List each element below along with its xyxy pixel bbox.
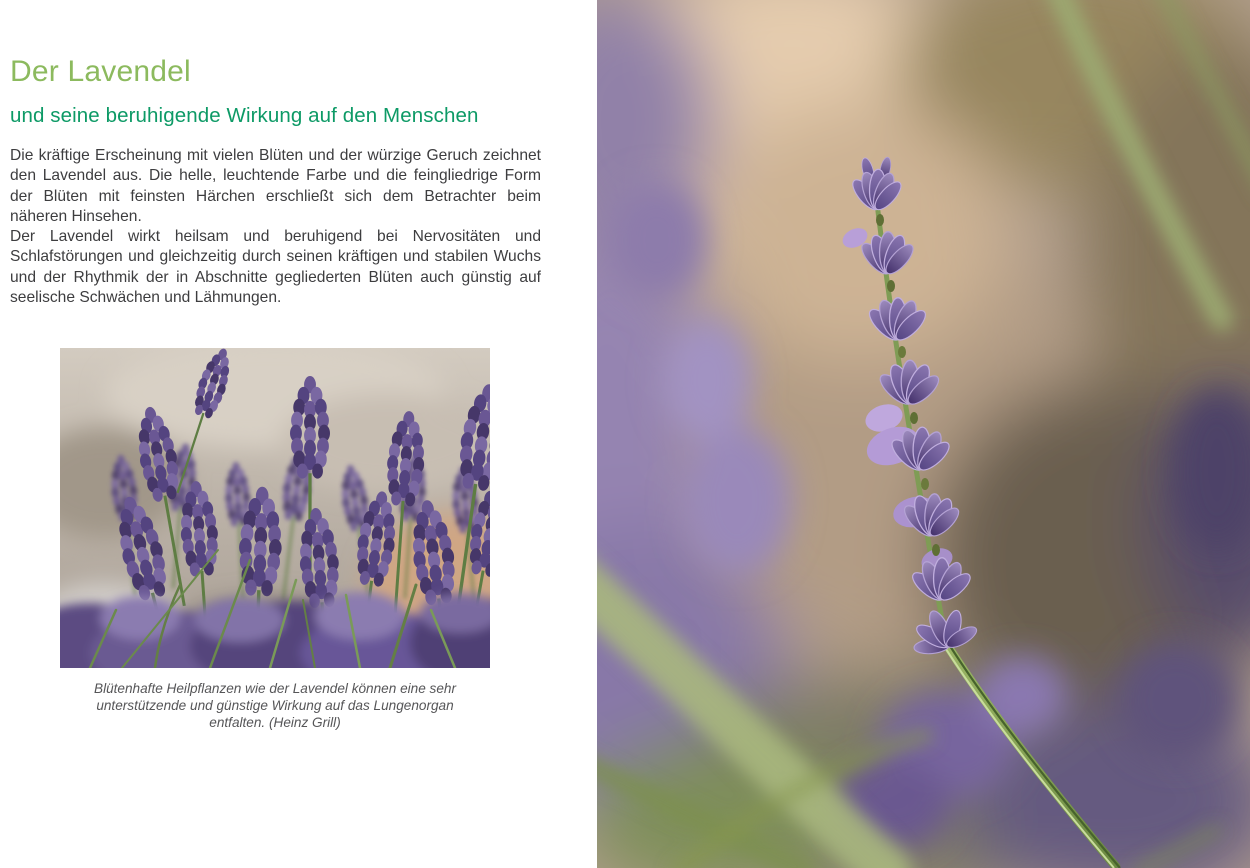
lavender-bush-photo xyxy=(60,348,490,668)
photo-caption: Blütenhafte Heilpflanzen wie der Lavendel können eine sehr unterstützende und günstige Wirkung auf das Lungenorgan entfalten. (Heinz Grill) xyxy=(94,681,456,730)
paragraph-2: Der Lavendel wirkt heilsam und beruhigend bei Nervositäten und Schlafstörungen und gleichzeitig durch seinen kräftigen und stabilen Wuchs und der Rhythmik der in Abschnitte gegliederten Blüten auch günstig auf seelische Schwächen und Lähmungen. xyxy=(10,228,541,306)
page-title: Der Lavendel xyxy=(10,55,191,88)
left-page xyxy=(0,0,597,868)
paragraph-1: Die kräftige Erscheinung mit vielen Blüten und der würzige Geruch zeichnet den Lavendel aus. Die helle, leuchtende Farbe und die feingliedrige Form der Blüten mit feinsten Härchen erschließt sich dem Betrachter beim näheren Hinsehen. xyxy=(10,147,541,225)
lavender-bottom-mass xyxy=(60,592,490,668)
lavender-closeup-illustration xyxy=(597,0,1250,868)
lavender-bush-illustration xyxy=(60,348,490,668)
right-page-photo xyxy=(597,0,1250,868)
page-subtitle: und seine beruhigende Wirkung auf den Menschen xyxy=(10,104,479,127)
